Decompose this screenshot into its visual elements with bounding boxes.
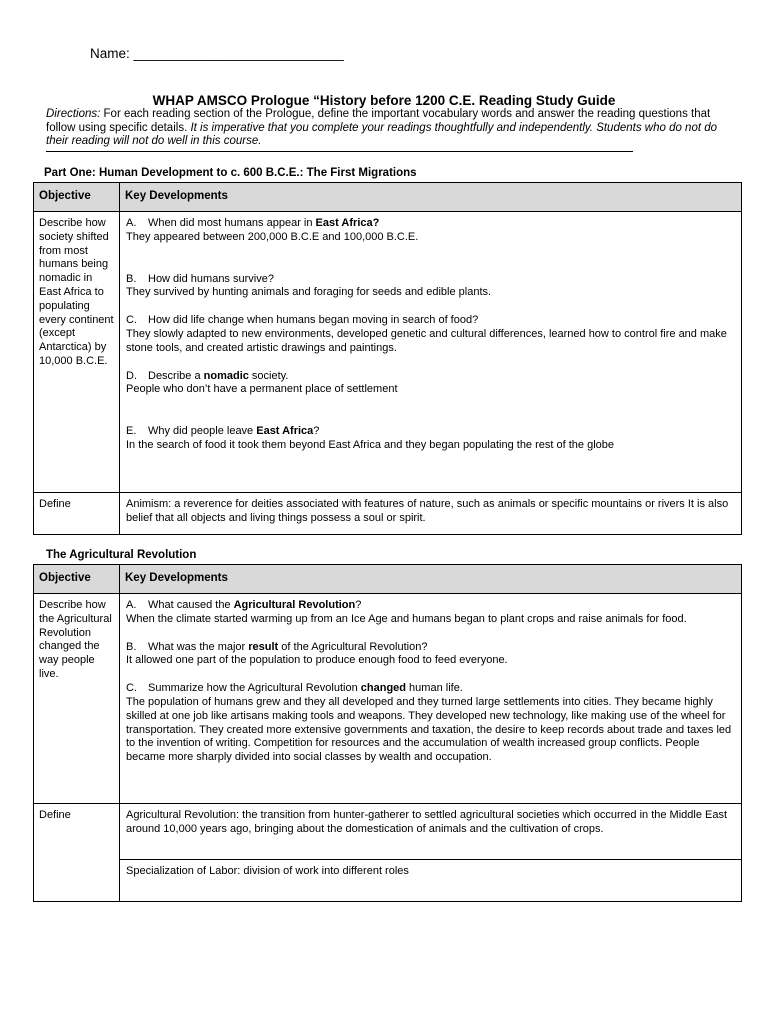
part-one-heading: Part One: Human Development to c. 600 B.C.E.: The First Migrations [44, 167, 417, 179]
objective-cell: Describe how society shifted from most humans being nomadic in East Africa to populating every continent (except Antarctica) by 10,000 B.C.E. [34, 212, 120, 493]
question-b: B. How did humans survive? [126, 272, 274, 285]
directions-underline [46, 151, 633, 152]
question-c: C. Summarize how the Agricultural Revolution changed human life. [126, 682, 463, 695]
key-developments-cell [120, 594, 742, 804]
question-a: A. What caused the Agricultural Revolution? [126, 599, 362, 611]
part-one-table [33, 182, 742, 535]
key-developments-header: Key Developments [120, 183, 742, 212]
question-d: D. Describe a nomadic society. [126, 369, 289, 382]
answer-c: The population of humans grew and they all developed and they turned large settlements into cities. They became highly skilled at one job like artisans making tools and weapons. They developed new technology, like making use of the wheel for transportation. They created more extensive governments and taxation, the desire to keep records about trade and taxes led to the invention of writing. Competition for resources and the accumulation of wealth increased group conflicts. People became more sharply divided into social classes by wealth and occupation. [126, 695, 732, 764]
answer-a: They appeared between 200,000 B.C.E and 100,000 B.C.E. [126, 230, 419, 243]
question-a: A. When did most humans appear in East Africa? [126, 217, 380, 229]
define-label: Define [34, 804, 120, 902]
objective-cell: Describe how the Agricultural Revolution changed the way people live. [34, 594, 120, 804]
answer-e: In the search of food it took them beyond East Africa and they began populating the rest of the globe [126, 438, 614, 451]
directions-label: Directions: [46, 108, 101, 120]
part-two-table [33, 564, 742, 902]
page-title: WHAP AMSCO Prologue “History before 1200 C.E. Reading Study Guide [152, 93, 616, 108]
define-agricultural-revolution: Agricultural Revolution: the transition from hunter-gatherer to settled agricultural societies which occurred in the Middle East around 10,000 years ago, bringing about the domestication of animals and the cultivation of crops. [120, 804, 742, 860]
define-label: Define [34, 493, 120, 535]
define-specialization-of-labor: Specialization of Labor: division of work into different roles [120, 860, 742, 902]
question-e: E. Why did people leave East Africa? [126, 425, 320, 438]
name-field-label: Name: ____________________________ [90, 46, 344, 61]
answer-c: They slowly adapted to new environments, developed genetic and cultural differences, learned how to control fire and make stone tools, and created artistic drawings and paintings. [126, 327, 727, 354]
question-c: C. How did life change when humans began moving in search of food? [126, 314, 479, 327]
answer-a: When the climate started warming up from an Ice Age and humans began to plant crops and raise animals for food. [126, 612, 687, 625]
directions-text: For each reading section of the Prologue, define the important vocabulary words and answer the reading questions that follow using specific details. [46, 108, 711, 134]
directions [46, 108, 726, 149]
answer-b: They survived by hunting animals and foraging for seeds and edible plants. [126, 286, 492, 299]
question-b: B. What was the major result of the Agricultural Revolution? [126, 640, 428, 653]
part-two-heading: The Agricultural Revolution [46, 549, 197, 561]
define-animism: Animism: a reverence for deities associated with features of nature, such as animals or specific mountains or rivers It is also belief that all objects and living things possess a soul or spirit. [120, 493, 742, 535]
key-developments-header: Key Developments [120, 565, 742, 594]
key-developments-cell [120, 212, 742, 493]
objective-header: Objective [34, 565, 120, 594]
objective-header: Objective [34, 183, 120, 212]
answer-d: People who don’t have a permanent place of settlement [126, 383, 398, 396]
answer-b: It allowed one part of the population to produce enough food to feed everyone. [126, 654, 508, 667]
directions-emphasis: It is imperative that you complete your readings thoughtfully and independently. Students who do not do their reading will not do well in this course. [46, 121, 718, 147]
